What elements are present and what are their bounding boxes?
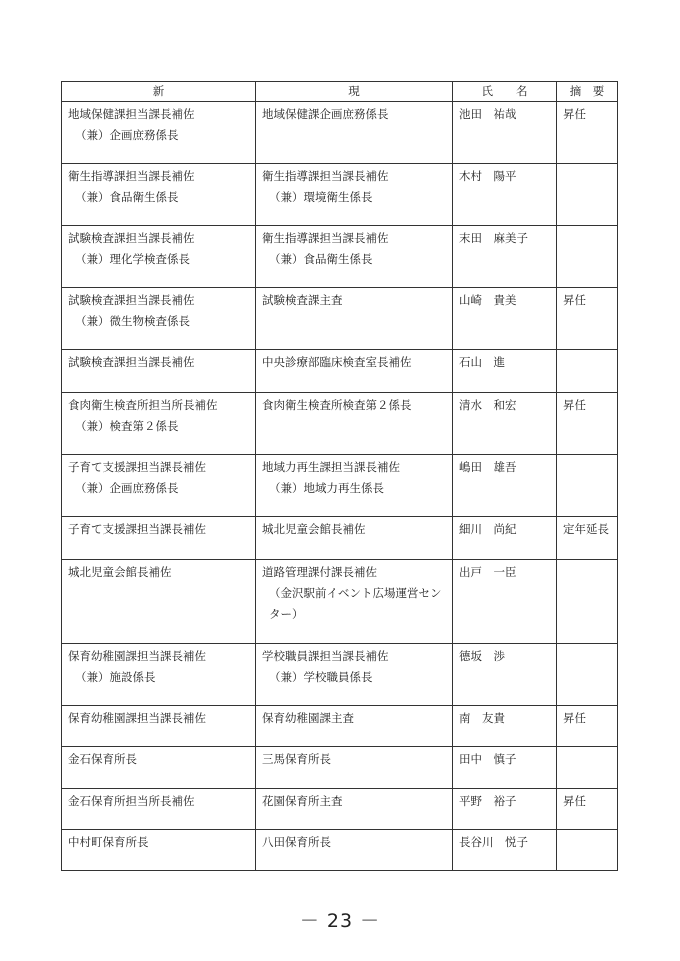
current-position-cell-line: 八田保育所長	[262, 835, 331, 849]
new-position-cell	[62, 706, 256, 747]
current-position-cell	[256, 644, 453, 706]
remarks-cell	[557, 164, 618, 226]
person-name-cell: 長谷川 悦子	[453, 830, 557, 871]
current-position-cell	[256, 164, 453, 226]
remarks-cell	[557, 226, 618, 288]
person-name-cell: 嶋田 雄吾	[453, 455, 557, 517]
new-position-cell-line: 試験検査課担当課長補佐	[68, 355, 195, 369]
current-position-cell-line: 試験検査課主査	[262, 293, 343, 307]
new-position-cell-line: 保育幼稚園課担当課長補佐	[68, 711, 206, 725]
table-row	[62, 560, 618, 644]
table-header-row	[62, 82, 618, 102]
new-position-cell	[62, 789, 256, 830]
new-position-cell-line: 試験検査課担当課長補佐	[68, 293, 195, 307]
new-position-cell-line: （兼）理化学検査係長	[75, 252, 190, 266]
remarks-cell: 昇任	[557, 288, 618, 350]
current-position-cell-line: （兼）地域力再生係長	[269, 481, 384, 495]
current-position-cell	[256, 288, 453, 350]
current-position-cell-line: 道路管理課付課長補佐	[262, 565, 377, 579]
remarks-cell	[557, 830, 618, 871]
current-position-cell-line: 三馬保育所長	[262, 752, 331, 766]
new-position-cell	[62, 830, 256, 871]
table-row	[62, 288, 618, 350]
current-position-cell	[256, 226, 453, 288]
current-position-cell	[256, 830, 453, 871]
current-position-cell-line: （金沢駅前イベント広場運営センター）	[269, 586, 442, 621]
new-position-cell-line: 城北児童会館長補佐	[68, 565, 172, 579]
table-row	[62, 706, 618, 747]
current-position-cell	[256, 560, 453, 644]
remarks-cell: 昇任	[557, 393, 618, 455]
header-current: 現	[256, 82, 453, 102]
current-position-cell	[256, 517, 453, 560]
person-name-cell: 田中 慎子	[453, 747, 557, 789]
remarks-cell: 昇任	[557, 706, 618, 747]
new-position-cell-line: （兼）検査第２係長	[75, 419, 179, 433]
new-position-cell	[62, 393, 256, 455]
new-position-cell-line: 金石保育所担当所長補佐	[68, 794, 195, 808]
table-row	[62, 455, 618, 517]
table-row	[62, 393, 618, 455]
table-row	[62, 517, 618, 560]
new-position-cell-line: 子育て支援課担当課長補佐	[68, 522, 206, 536]
new-position-cell	[62, 350, 256, 393]
new-position-cell-line: 衛生指導課担当課長補佐	[68, 169, 195, 183]
current-position-cell-line: 食肉衛生検査所検査第２係長	[262, 398, 412, 412]
new-position-cell-line: 試験検査課担当課長補佐	[68, 231, 195, 245]
table-row	[62, 789, 618, 830]
remarks-cell	[557, 350, 618, 393]
header-name: 氏 名	[453, 82, 557, 102]
person-name-cell: 平野 裕子	[453, 789, 557, 830]
new-position-cell	[62, 164, 256, 226]
personnel-table	[61, 81, 618, 871]
current-position-cell	[256, 102, 453, 164]
table-row	[62, 830, 618, 871]
table-row	[62, 226, 618, 288]
remarks-cell	[557, 560, 618, 644]
remarks-cell	[557, 747, 618, 789]
person-name-cell: 木村 陽平	[453, 164, 557, 226]
person-name-cell: 出戸 一臣	[453, 560, 557, 644]
current-position-cell-line: 中央診療部臨床検査室長補佐	[262, 355, 412, 369]
current-position-cell-line: （兼）環境衛生係長	[269, 190, 373, 204]
header-remarks: 摘 要	[557, 82, 618, 102]
new-position-cell-line: 金石保育所長	[68, 752, 137, 766]
person-name-cell: 南 友貴	[453, 706, 557, 747]
new-position-cell-line: 中村町保育所長	[68, 835, 149, 849]
current-position-cell-line: 城北児童会館長補佐	[262, 522, 366, 536]
current-position-cell-line: 学校職員課担当課長補佐	[262, 649, 389, 663]
table-row	[62, 350, 618, 393]
person-name-cell: 石山 進	[453, 350, 557, 393]
new-position-cell	[62, 102, 256, 164]
new-position-cell	[62, 455, 256, 517]
new-position-cell	[62, 288, 256, 350]
current-position-cell-line: 花園保育所主査	[262, 794, 343, 808]
new-position-cell-line: （兼）施設係長	[75, 670, 156, 684]
new-position-cell	[62, 644, 256, 706]
person-name-cell: 清水 和宏	[453, 393, 557, 455]
person-name-cell: 末田 麻美子	[453, 226, 557, 288]
current-position-cell	[256, 706, 453, 747]
new-position-cell-line: 子育て支援課担当課長補佐	[68, 460, 206, 474]
new-position-cell	[62, 517, 256, 560]
header-new: 新	[62, 82, 256, 102]
current-position-cell	[256, 350, 453, 393]
current-position-cell-line: 衛生指導課担当課長補佐	[262, 231, 389, 245]
remarks-cell: 昇任	[557, 102, 618, 164]
table-row	[62, 164, 618, 226]
table-row	[62, 644, 618, 706]
current-position-cell	[256, 455, 453, 517]
new-position-cell	[62, 560, 256, 644]
current-position-cell-line: 衛生指導課担当課長補佐	[262, 169, 389, 183]
new-position-cell-line: 地域保健課担当課長補佐	[68, 107, 195, 121]
remarks-cell	[557, 455, 618, 517]
new-position-cell-line: （兼）企画庶務係長	[75, 128, 179, 142]
remarks-cell: 昇任	[557, 789, 618, 830]
current-position-cell	[256, 789, 453, 830]
new-position-cell-line: 保育幼稚園課担当課長補佐	[68, 649, 206, 663]
table-row	[62, 102, 618, 164]
person-name-cell: 池田 祐哉	[453, 102, 557, 164]
current-position-cell-line: （兼）食品衛生係長	[269, 252, 373, 266]
current-position-cell-line: 保育幼稚園課主査	[262, 711, 354, 725]
current-position-cell-line: 地域保健課企画庶務係長	[262, 107, 389, 121]
current-position-cell	[256, 393, 453, 455]
current-position-cell-line: （兼）学校職員係長	[269, 670, 373, 684]
table-row	[62, 747, 618, 789]
new-position-cell-line: （兼）企画庶務係長	[75, 481, 179, 495]
person-name-cell: 細川 尚紀	[453, 517, 557, 560]
page-number: － 23 －	[299, 910, 381, 932]
current-position-cell	[256, 747, 453, 789]
remarks-cell	[557, 644, 618, 706]
remarks-cell: 定年延長	[557, 517, 618, 560]
new-position-cell-line: 食肉衛生検査所担当所長補佐	[68, 398, 218, 412]
person-name-cell: 德坂 渉	[453, 644, 557, 706]
new-position-cell	[62, 226, 256, 288]
current-position-cell-line: 地域力再生課担当課長補佐	[262, 460, 400, 474]
new-position-cell-line: （兼）食品衛生係長	[75, 190, 179, 204]
new-position-cell	[62, 747, 256, 789]
new-position-cell-line: （兼）微生物検査係長	[75, 314, 190, 328]
person-name-cell: 山崎 貴美	[453, 288, 557, 350]
